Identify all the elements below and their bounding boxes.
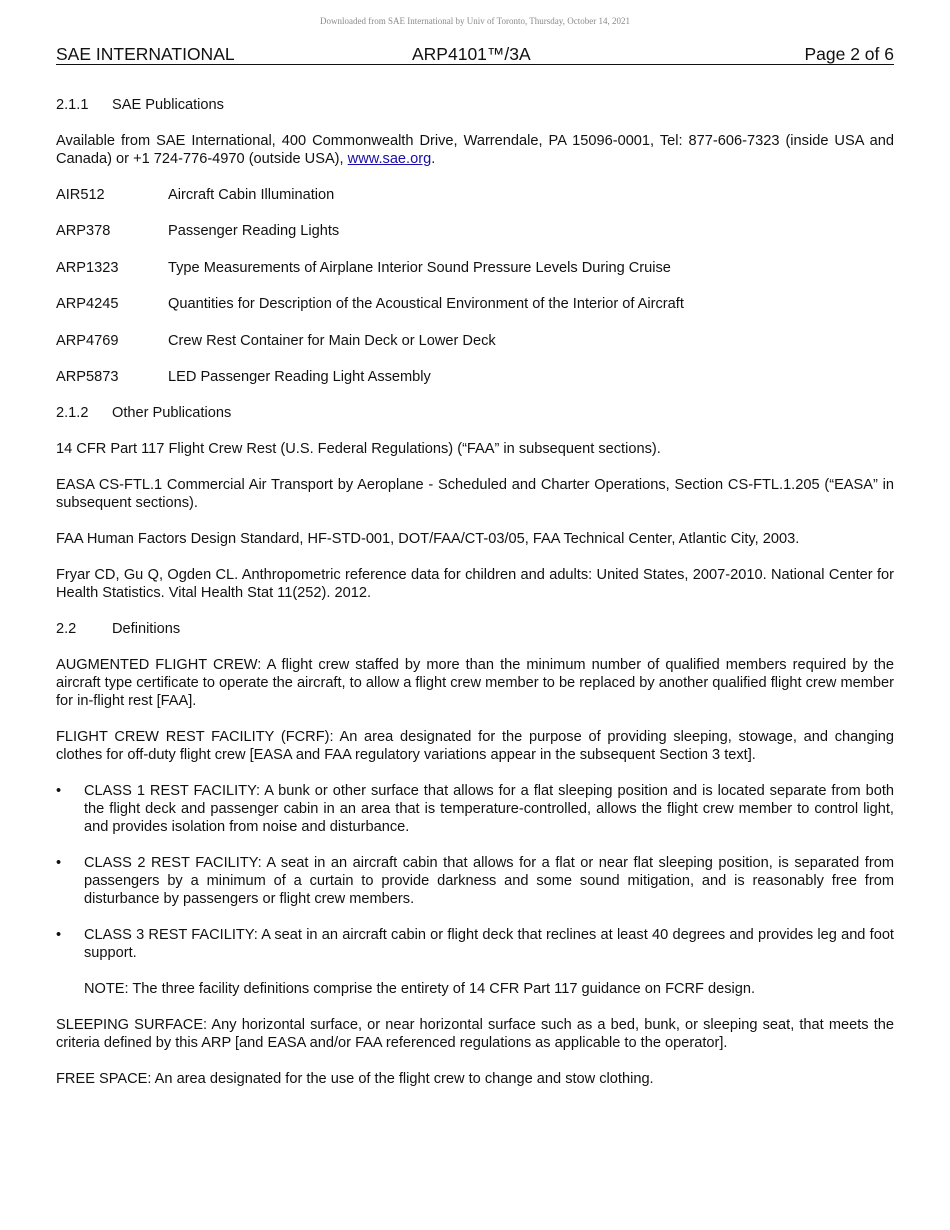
availability-period: . [431, 151, 436, 167]
reference-code: ARP4769 [56, 332, 119, 349]
reference-item [56, 259, 894, 277]
document-body [56, 96, 894, 1106]
publication-paragraph: EASA CS-FTL.1 Commercial Air Transport by Aeroplane - Scheduled and Charter Operations, Section CS-FTL.1.205 (“EASA” in subsequent sections). [56, 477, 894, 512]
reference-item [56, 332, 894, 350]
section-title: Definitions [112, 621, 181, 638]
header-document-number: ARP4101™/3A [412, 44, 531, 64]
section-number: 2.1.2 [56, 405, 89, 422]
section-title: SAE Publications [112, 97, 224, 113]
facility-note: NOTE: The three facility definitions comprise the entirety of 14 CFR Part 117 guidance on FCRF design. [84, 981, 756, 998]
reference-title: Quantities for Description of the Acoustical Environment of the Interior of Aircraft [168, 296, 684, 313]
definition-augmented-flight-crew: AUGMENTED FLIGHT CREW: A flight crew staffed by more than the minimum number of qualified members required by the aircraft type certificate to operate the aircraft, to allow a flight crew member to be replaced by another qualified flight crew member for in-flight rest [FAA]. [56, 657, 894, 710]
header-organization: SAE INTERNATIONAL [56, 44, 235, 64]
reference-code: ARP4245 [56, 296, 119, 313]
page-header [56, 44, 894, 65]
reference-item [56, 186, 894, 204]
reference-title: Type Measurements of Airplane Interior Sound Pressure Levels During Cruise [168, 259, 671, 276]
section-number: 2.1.1 [56, 97, 89, 113]
publication-paragraph: 14 CFR Part 117 Flight Crew Rest (U.S. Federal Regulations) (“FAA” in subsequent sections). [56, 441, 661, 458]
reference-code: AIR512 [56, 187, 105, 203]
bullet-item [56, 782, 894, 836]
reference-title: Aircraft Cabin Illumination [168, 187, 335, 203]
publication-paragraph: FAA Human Factors Design Standard, HF-STD-001, DOT/FAA/CT-03/05, FAA Technical Center, Atlantic City, 2003. [56, 531, 800, 548]
reference-code: ARP378 [56, 223, 111, 240]
reference-item [56, 222, 894, 240]
bullet-icon: • [56, 927, 62, 944]
download-watermark: Downloaded from SAE International by Univ of Toronto, Thursday, October 14, 2021 [320, 16, 630, 26]
sae-website-link[interactable]: www.sae.org [347, 151, 432, 167]
section-heading-2-1-1 [56, 96, 894, 114]
bullet-item [56, 926, 894, 962]
bullet-text: CLASS 3 REST FACILITY: A seat in an aircraft cabin or flight deck that reclines at least 40 degrees and provides leg and foot support. [84, 927, 894, 962]
reference-item [56, 368, 894, 386]
section-title: Other Publications [112, 405, 232, 422]
reference-code: ARP5873 [56, 368, 119, 385]
bullet-text: CLASS 1 REST FACILITY: A bunk or other surface that allows for a flat sleeping position and is located separate from both the flight deck and passenger cabin in an area that is temperature-controlled, allows the flight crew member to control light, and provides isolation from noise and disturbance. [84, 783, 894, 836]
header-page-number: Page 2 of 6 [804, 44, 894, 64]
publication-paragraph: Fryar CD, Gu Q, Ogden CL. Anthropometric reference data for children and adults: United States, 2007-2010. National Center for Health Statistics. Vital Health Stat 11(252). 2012. [56, 567, 894, 602]
bullet-item [56, 854, 894, 908]
sae-availability-paragraph [56, 132, 894, 168]
definition-sleeping-surface: SLEEPING SURFACE: Any horizontal surface, or near horizontal surface such as a bed, bunk, or sleeping seat, that meets the criteria defined by this ARP [and EASA and/or FAA referenced regulations as applicable to the operator]. [56, 1017, 894, 1052]
section-heading-2-1-2 [56, 404, 894, 422]
reference-title: Crew Rest Container for Main Deck or Lower Deck [168, 332, 496, 349]
section-number: 2.2 [56, 621, 77, 638]
availability-text: Available from SAE International, 400 Commonwealth Drive, Warrendale, PA 15096-0001, Tel: 877-606-7323 (inside USA and Canada) or +1 724-776-4970 (outside USA), [56, 133, 894, 167]
section-heading-2-2 [56, 620, 894, 638]
definition-free-space: FREE SPACE: An area designated for the use of the flight crew to change and stow clothing. [56, 1071, 654, 1088]
reference-code: ARP1323 [56, 259, 119, 276]
reference-title: LED Passenger Reading Light Assembly [168, 368, 431, 385]
reference-title: Passenger Reading Lights [168, 223, 340, 240]
bullet-icon: • [56, 783, 62, 800]
bullet-text: CLASS 2 REST FACILITY: A seat in an aircraft cabin that allows for a flat or near flat sleeping position, is separated from passengers by a minimum of a curtain to provide darkness and some sound mitigation, and is reasonably free from disturbance by passengers or flight crew members. [84, 855, 894, 908]
bullet-icon: • [56, 855, 62, 872]
definition-fcrf: FLIGHT CREW REST FACILITY (FCRF): An area designated for the purpose of providing sleeping, stowage, and changing clothes for off-duty flight crew [EASA and FAA regulatory variations appear in the subsequent Section 3 text]. [56, 729, 894, 764]
reference-item [56, 295, 894, 313]
